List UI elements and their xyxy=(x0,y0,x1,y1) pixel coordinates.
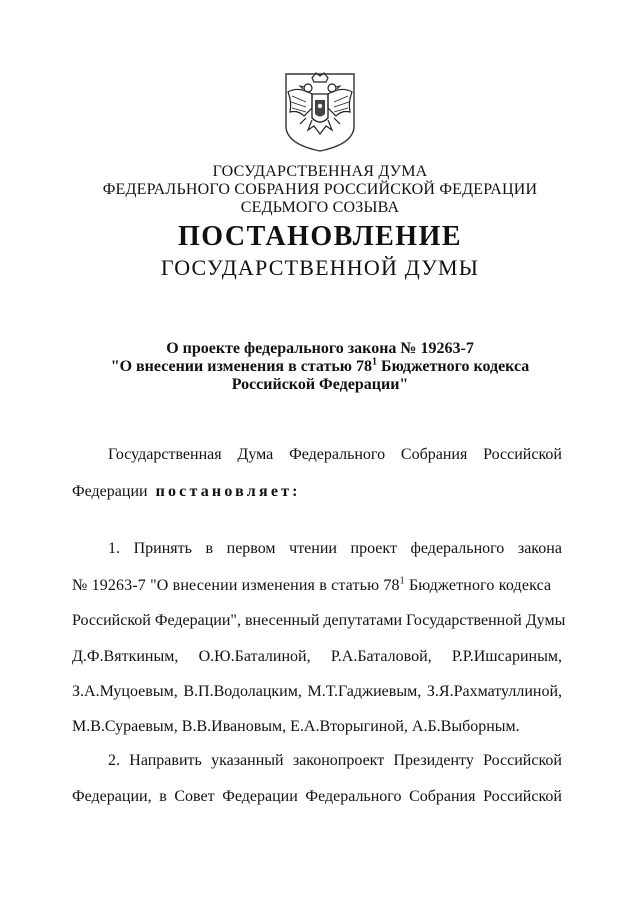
word: Д.Ф.Вяткиным, xyxy=(72,648,179,665)
word: законопроект xyxy=(292,752,385,769)
word: Совет xyxy=(174,788,215,805)
word: Федерального xyxy=(289,446,386,463)
word: В.П.Водолацким, xyxy=(183,683,302,700)
word: З.Я.Рахматуллиной, xyxy=(426,683,562,700)
word: М.Т.Гаджиевым, xyxy=(307,683,422,700)
word: чтении xyxy=(289,540,337,557)
item2-line-1 xyxy=(108,752,562,770)
word: Государственная xyxy=(108,446,222,463)
item1-line-2: № 19263-7 "О внесении изменения в статью $78^1$ Бюджетного кодекса xyxy=(72,575,552,594)
word: Российской xyxy=(483,446,562,463)
subject-line-1: О проекте федерального закона № 19263-7 xyxy=(166,340,474,357)
word: 2. xyxy=(108,752,120,769)
word: первом xyxy=(226,540,276,557)
word: Федерации xyxy=(222,788,298,805)
word: федерального xyxy=(410,540,505,557)
word: Федерального xyxy=(305,788,402,805)
word: Собрания xyxy=(400,446,468,463)
header-line-1: ГОСУДАРСТВЕННАЯ ДУМА xyxy=(212,163,428,180)
item2-line-2 xyxy=(72,788,562,806)
document-issuer-title: ГОСУДАРСТВЕННОЙ ДУМЫ xyxy=(160,255,480,280)
header-line-3: СЕДЬМОГО СОЗЫВА xyxy=(240,199,400,216)
subject-line-2: "О внесении изменения в статью $78^1$ Бюджетного кодекса xyxy=(110,356,530,375)
word: в xyxy=(159,788,167,805)
word: закона xyxy=(517,540,562,557)
word: указанный xyxy=(211,752,284,769)
word: Российской xyxy=(483,752,562,769)
word: О.Ю.Баталиной, xyxy=(198,648,311,665)
word: Дума xyxy=(237,446,274,463)
word: З.А.Муцоевым, xyxy=(72,683,178,700)
word: Принять xyxy=(133,540,192,557)
item1-line-1 xyxy=(108,540,562,558)
item1-line-6: М.В.Сураевым, В.В.Ивановым, Е.А.Вторыгиной, А.Б.Выборным. xyxy=(72,718,520,735)
subject-line-3: Российской Федерации" xyxy=(231,376,409,393)
preamble-line-2: Федерации постановляет: xyxy=(72,483,301,500)
word: 1. xyxy=(108,540,120,557)
word: Российской xyxy=(483,788,562,805)
preamble-line-1 xyxy=(108,446,562,464)
resolves-emphasis: постановляет: xyxy=(155,483,301,500)
word: Президенту xyxy=(393,752,474,769)
header-line-2: ФЕДЕРАЛЬНОГО СОБРАНИЯ РОССИЙСКОЙ ФЕДЕРАЦИИ xyxy=(102,181,538,198)
word: Федерации, xyxy=(72,788,152,805)
item1-line-5 xyxy=(72,683,562,701)
word: Направить xyxy=(129,752,202,769)
word: в xyxy=(205,540,214,557)
word: проект xyxy=(350,540,397,557)
coat-of-arms-icon xyxy=(282,72,358,152)
item1-line-4 xyxy=(72,648,562,666)
word: Р.А.Баталовой, xyxy=(330,648,432,665)
word: Р.Р.Ишсариным, xyxy=(451,648,562,665)
item1-line-3: Российской Федерации", внесенный депутатами Государственной Думы xyxy=(72,612,566,629)
word: Собрания xyxy=(409,788,476,805)
document-type-title: ПОСТАНОВЛЕНИЕ xyxy=(177,221,463,252)
